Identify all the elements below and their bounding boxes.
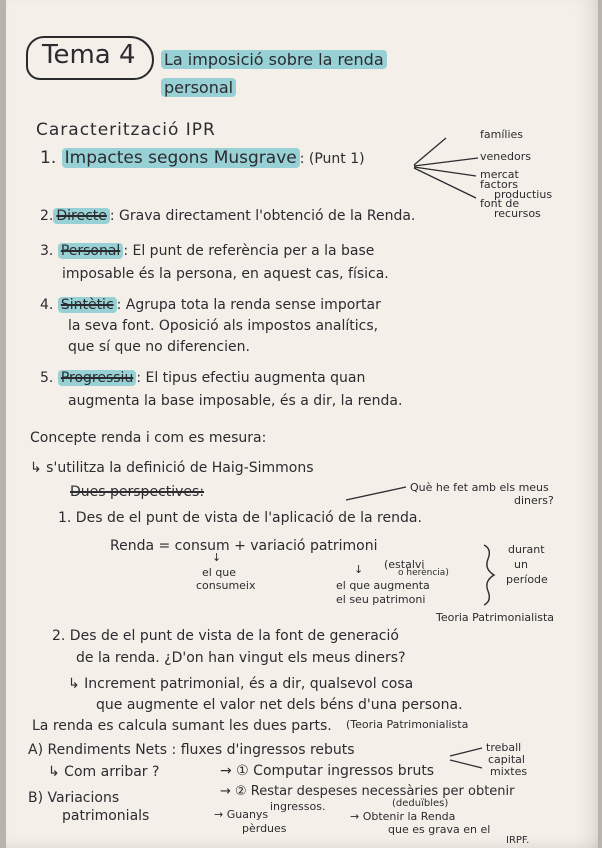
question-line1: Què he fet amb els meus [410,481,549,494]
arrow-down-1: ↓ [212,551,222,564]
a-right-capital: capital [488,753,525,766]
item3-line1: 3. Personal : El punt de referència per a la base [40,243,375,259]
increment-line1: ↳ Increment patrimonial, és a dir, qualsevol cosa [68,676,414,692]
step-1: → ① Computar ingressos bruts [220,763,435,779]
branch-factors: factors [480,178,518,191]
item4-line3: que sí que no diferencien. [68,339,250,355]
formula: Renda = consum + variació patrimoni [110,538,378,554]
el-seu-patrimoni: el seu patrimoni [336,593,426,606]
guanys: → Guanys [214,808,269,821]
branch-sellers: venedors [480,150,531,163]
arrow-down-2: ↓ [354,563,364,576]
curly-label-3: període [506,573,548,586]
dues-perspectives: Dues perspectives: [70,484,205,500]
branch-families: famílies [480,128,523,141]
calc-line: La renda es calcula sumant les dues parts. [32,718,332,734]
el-que-label: el que [202,566,237,579]
notebook-page [6,0,598,848]
branch-productive: productius [494,188,553,201]
item2: 2. Directe : Grava directament l'obtenció de la Renda. [40,208,416,224]
curly-label-2: un [514,558,528,571]
perspective-2-line2: de la renda. ¿D'on han vingut els meus diners? [76,650,406,666]
curly-label-1: durant [508,543,545,556]
el-que-augmenta: el que augmenta [336,579,430,592]
subtitle-line1: La imposició sobre la renda [161,50,387,69]
perspective-2-line1: 2. Des de el punt de vista de la font de generació [52,628,399,644]
deduibles: (deduïbles) [392,798,449,809]
section-heading: Caracterització IPR [36,120,216,140]
branch-market: mercat [480,168,519,181]
a-right-mixtes: mixtes [490,765,528,778]
estalvi-label: (estalvi [384,558,425,571]
section-b-line2: patrimonials [62,808,150,824]
item5-line1: 5. Progressiu : El tipus efectiu augmenta quan [40,370,366,386]
irpf-label: IRPF. [506,835,530,846]
consumeix-label: consumeix [196,579,256,592]
question-line2: diners? [514,494,554,507]
herencia-label: o herència) [398,568,449,578]
perdues: pèrdues [242,822,287,835]
item4-line2: la seva font. Oposició als impostos analítics, [68,318,379,334]
teoria-patrimonialista-1: Teoria Patrimonialista [436,611,555,624]
perspective-1: 1. Des de el punt de vista de l'aplicació de la renda. [58,510,422,526]
section-a: A) Rendiments Nets : fluxes d'ingressos rebuts [28,742,355,758]
page-title: Tema 4 [42,40,136,70]
branch-source: font de [480,197,520,210]
teoria-patrimonialista-2: (Teoria Patrimonialista [346,718,469,731]
obtenir-renda: → Obtenir la Renda [350,810,456,823]
haig-simmons-line: ↳ s'utilitza la definició de Haig-Simmons [30,460,314,476]
com-arribar: ↳ Com arribar ? [48,764,160,780]
a-right-treball: treball [486,741,522,754]
step-2: → ② Restar despeses necessàries per obtenir [220,784,515,799]
item1: 1. Impactes segons Musgrave : (Punt 1) [40,148,365,168]
item5-line2: augmenta la base imposable, és a dir, la renda. [68,393,403,409]
item3-line2: imposable és la persona, en aquest cas, física. [62,266,389,282]
item4-line1: 4. Sintètic : Agrupa tota la renda sense importar [40,297,381,313]
section-b-line1: B) Variacions [28,790,120,806]
branch-resources: recursos [494,207,541,220]
concept-heading: Concepte renda i com es mesura: [30,430,267,446]
step-2b: ingressos. [270,800,326,813]
increment-line2: que augmente el valor net dels béns d'una persona. [96,697,463,713]
subtitle-line2: personal [161,78,236,97]
que-es-grava: que es grava en el [388,823,491,836]
